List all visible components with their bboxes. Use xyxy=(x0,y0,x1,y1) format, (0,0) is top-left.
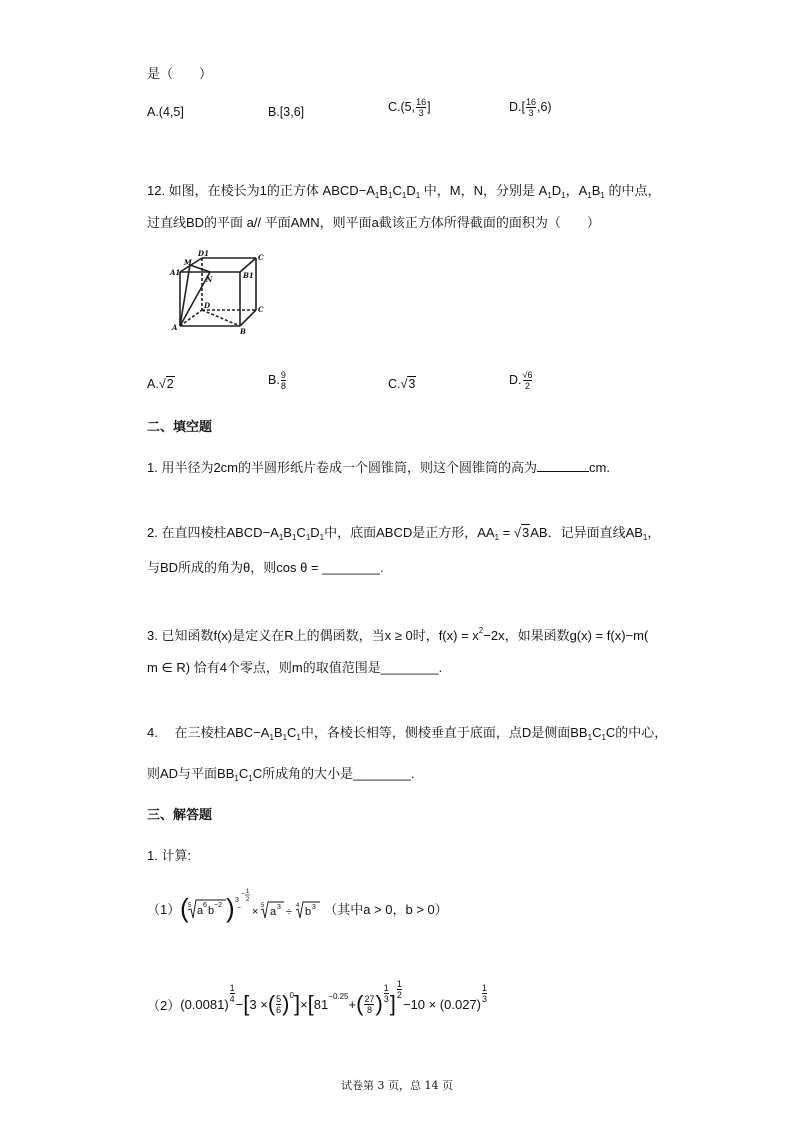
q11-option-c-pre: C.(5, xyxy=(388,99,416,114)
frac-den: 2 xyxy=(396,989,402,1000)
q11-option-d-post: ,6) xyxy=(537,99,552,114)
edge xyxy=(202,310,240,326)
text: 则AD与平面BB xyxy=(147,766,235,781)
label-D1: D1 xyxy=(198,249,209,258)
q12-line1 xyxy=(147,180,660,200)
frac-den: 3 xyxy=(482,993,488,1004)
frac-den: 2 xyxy=(524,381,530,391)
radicand: 2 xyxy=(166,377,174,391)
s2-q3-line2: m ∈ R) 恰有4个零点，则m的取值范围是________. xyxy=(147,660,443,675)
label-N: N xyxy=(206,275,213,284)
root-index: 5 xyxy=(188,903,192,909)
frac-num: 16 xyxy=(525,97,536,107)
q12-option-d xyxy=(509,370,533,391)
sub: 1 xyxy=(642,533,648,542)
q12-line2: 过直线BD的平面 a// 平面AMN，则平面a截该正方体所得截面的面积为（ ） xyxy=(147,215,600,230)
label-D: D xyxy=(204,301,211,310)
text: 中，底面ABCD是正方形，AA xyxy=(324,525,495,540)
label-A1: A1 xyxy=(170,268,181,277)
radicand: 3 xyxy=(408,377,416,391)
root-index: 5 xyxy=(261,903,265,909)
sub: 1 xyxy=(600,191,605,200)
q11-option-b: B.[3,6] xyxy=(268,105,305,119)
s3-part1 xyxy=(147,888,448,928)
sub: 1 xyxy=(561,191,566,200)
paren: ) xyxy=(375,991,383,1016)
frac-den: 4 xyxy=(229,993,235,1004)
frac xyxy=(364,994,374,1015)
text: D xyxy=(406,183,416,198)
var-a: a xyxy=(270,906,277,918)
q12-option-a: A.√2 xyxy=(147,377,174,391)
exp-frac xyxy=(482,983,487,1004)
s3-part2 xyxy=(147,978,488,1026)
label-A: A xyxy=(172,323,178,332)
frac xyxy=(281,370,286,391)
text: = xyxy=(499,525,514,540)
exp: − xyxy=(237,905,242,912)
q11-option-d-frac xyxy=(526,97,536,118)
exp: 1 xyxy=(246,889,250,895)
op: × xyxy=(252,906,259,918)
text: 4. 在三棱柱ABC−A xyxy=(147,725,270,740)
exp: 6 xyxy=(203,902,208,909)
frac-num: 27 xyxy=(364,993,375,1004)
bracket: [ xyxy=(307,991,314,1016)
text: 3. 已知函数f(x)是定义在R上的偶函数，当x ≥ 0时，f(x) = x xyxy=(147,628,479,643)
bracket: ] xyxy=(389,991,396,1016)
text: B xyxy=(283,525,292,540)
section3-title: 三、解答题 xyxy=(147,807,213,822)
var-b: b xyxy=(305,906,312,918)
page-footer: 试卷第 3 页，总 14 页 xyxy=(341,1079,453,1092)
exp: − xyxy=(241,891,246,898)
s2-q2-line2: 与BD所成的角为θ，则cos θ = ________. xyxy=(147,560,384,575)
text: ， xyxy=(647,525,661,540)
text: C. xyxy=(388,377,401,391)
paren: ( xyxy=(356,991,364,1016)
q11-tail: 是（ ） xyxy=(147,66,213,81)
frac-den: 8 xyxy=(280,381,286,391)
q11-option-a: A.(4,5] xyxy=(147,105,184,119)
exp-frac xyxy=(384,983,389,1004)
frac-num: √6 xyxy=(522,370,533,380)
q11-option-d-pre: D.[ xyxy=(509,99,525,114)
sup: 2 xyxy=(478,626,484,635)
exp: −0.25 xyxy=(328,991,349,1001)
q11-option-c-frac xyxy=(416,97,426,118)
label-C: C xyxy=(258,305,264,314)
s2-q3-line1 xyxy=(147,625,648,644)
q11-option-c xyxy=(388,97,431,118)
text: × xyxy=(300,996,308,1012)
sub: 1 xyxy=(494,533,500,542)
root-index: 4 xyxy=(296,903,300,909)
frac-den: 8 xyxy=(366,1004,372,1015)
s2-q2-line1: 2. 在直四棱柱$ABCD-A_1B_1C_1D_1$中，底面ABCD是正方形，$AA_1 = √3AB$．记异面直线$AB_1$， xyxy=(147,525,661,542)
frac-num: 1 xyxy=(396,978,402,989)
exp: 3 xyxy=(312,904,317,911)
sub: 1 xyxy=(278,533,284,542)
text: ，A xyxy=(565,183,588,198)
text: C xyxy=(238,766,249,781)
s2-q4-line2 xyxy=(147,763,415,783)
text: B xyxy=(273,725,283,740)
text: 12. 如图，在棱长为1的正方体 ABCD−A xyxy=(147,183,375,198)
text: D xyxy=(551,183,562,198)
condition: （其中a > 0，b > 0） xyxy=(324,901,448,917)
sub: 1 xyxy=(401,191,407,200)
exp: 0 xyxy=(289,990,294,1000)
sub: 1 xyxy=(296,733,301,742)
text: (0.0081) xyxy=(180,996,229,1012)
cube-figure xyxy=(160,248,270,334)
text: 中，各棱长相等，侧棱垂直于底面，点D是侧面BB xyxy=(300,725,588,740)
text: 中，M，N，分别是 A xyxy=(420,183,548,198)
text: C xyxy=(592,725,602,740)
q12-option-c: C.√3 xyxy=(388,377,416,391)
op: ÷ xyxy=(286,906,293,918)
frac-den: 3 xyxy=(383,993,389,1004)
frac-num: 1 xyxy=(383,982,389,993)
s2-q4-line1 xyxy=(147,722,667,742)
text: A. xyxy=(147,377,159,391)
sub: 1 xyxy=(415,191,421,200)
sub: 1 xyxy=(388,191,393,200)
section2-title: 二、填空题 xyxy=(147,419,213,434)
exp-frac xyxy=(397,979,402,1000)
label-B1: B1 xyxy=(243,271,254,280)
text: + xyxy=(348,996,357,1012)
s3-q1: 1. 计算: xyxy=(147,848,192,863)
answer-blank xyxy=(537,460,589,472)
text: C的中心， xyxy=(605,725,668,740)
frac-num: 1 xyxy=(229,982,235,993)
label-C1: C xyxy=(258,253,264,262)
q11-option-d xyxy=(509,97,552,118)
text: C xyxy=(392,183,402,198)
frac-num: 9 xyxy=(280,370,286,380)
sub: 1 xyxy=(291,533,297,542)
text: B. xyxy=(268,372,280,387)
text: C xyxy=(287,725,297,740)
text: B xyxy=(591,183,601,198)
edge xyxy=(180,310,202,326)
sub: 1 xyxy=(587,191,592,200)
text: 1. 用半径为2cm的半圆形纸片卷成一个圆锥筒，则这个圆锥筒的高为 xyxy=(147,460,538,475)
frac xyxy=(523,370,533,391)
var-a: a xyxy=(197,905,204,917)
edge xyxy=(240,310,256,326)
var-b: b xyxy=(208,905,215,917)
text: 81 xyxy=(313,996,329,1012)
paren: ( xyxy=(180,893,189,923)
text: B xyxy=(379,183,389,198)
frac-den: 3 xyxy=(528,108,534,118)
paren: ) xyxy=(226,893,235,923)
label-M: M xyxy=(184,258,192,267)
paren: ( xyxy=(267,991,276,1016)
q11-option-c-post: ] xyxy=(427,99,431,114)
frac-num: 1 xyxy=(482,982,488,993)
sub: 1 xyxy=(547,191,552,200)
sub: 1 xyxy=(234,774,239,783)
paren: ) xyxy=(282,991,290,1016)
part-label: （1） xyxy=(147,901,181,917)
text: −10 × (0.027) xyxy=(402,996,481,1012)
text: C xyxy=(296,525,306,540)
sub: 1 xyxy=(319,533,325,542)
exp: −2 xyxy=(214,902,223,909)
frac-num: 5 xyxy=(276,993,282,1004)
frac xyxy=(276,994,281,1015)
sub: 1 xyxy=(374,191,380,200)
text: 3 × xyxy=(249,996,268,1012)
bracket: ] xyxy=(293,991,301,1016)
s2-q1 xyxy=(147,457,610,476)
frac-den: 6 xyxy=(276,1004,282,1015)
exp: 3 xyxy=(277,904,282,911)
radicand: 3 xyxy=(522,525,530,540)
frac-num: 16 xyxy=(416,97,427,107)
sub: 1 xyxy=(282,733,288,742)
text: cm. xyxy=(589,460,610,475)
frac-den: 3 xyxy=(418,108,424,118)
part-label: （2） xyxy=(147,997,181,1013)
exp: 2 xyxy=(246,897,250,903)
exp: 3 xyxy=(235,897,240,904)
sub: 1 xyxy=(248,774,253,783)
label-B: B xyxy=(240,327,246,334)
exp-frac xyxy=(230,983,235,1004)
edge xyxy=(240,258,256,272)
text: − xyxy=(235,996,244,1012)
text: −2x，如果函数g(x) = f(x)−m( xyxy=(483,628,649,643)
sub: 1 xyxy=(601,733,606,742)
q12-option-b xyxy=(268,370,287,391)
text: D xyxy=(310,525,320,540)
sub: 1 xyxy=(305,533,311,542)
sub: 1 xyxy=(269,733,274,742)
text: C所成角的大小是________. xyxy=(252,766,415,781)
sub: 1 xyxy=(587,733,593,742)
text: AB．记异面直线AB xyxy=(530,525,643,540)
bracket: [ xyxy=(243,991,250,1016)
text: D. xyxy=(509,372,522,387)
edge xyxy=(190,265,210,272)
text: 的中点， xyxy=(604,183,661,198)
text: 2. 在直四棱柱ABCD−A xyxy=(147,525,279,540)
